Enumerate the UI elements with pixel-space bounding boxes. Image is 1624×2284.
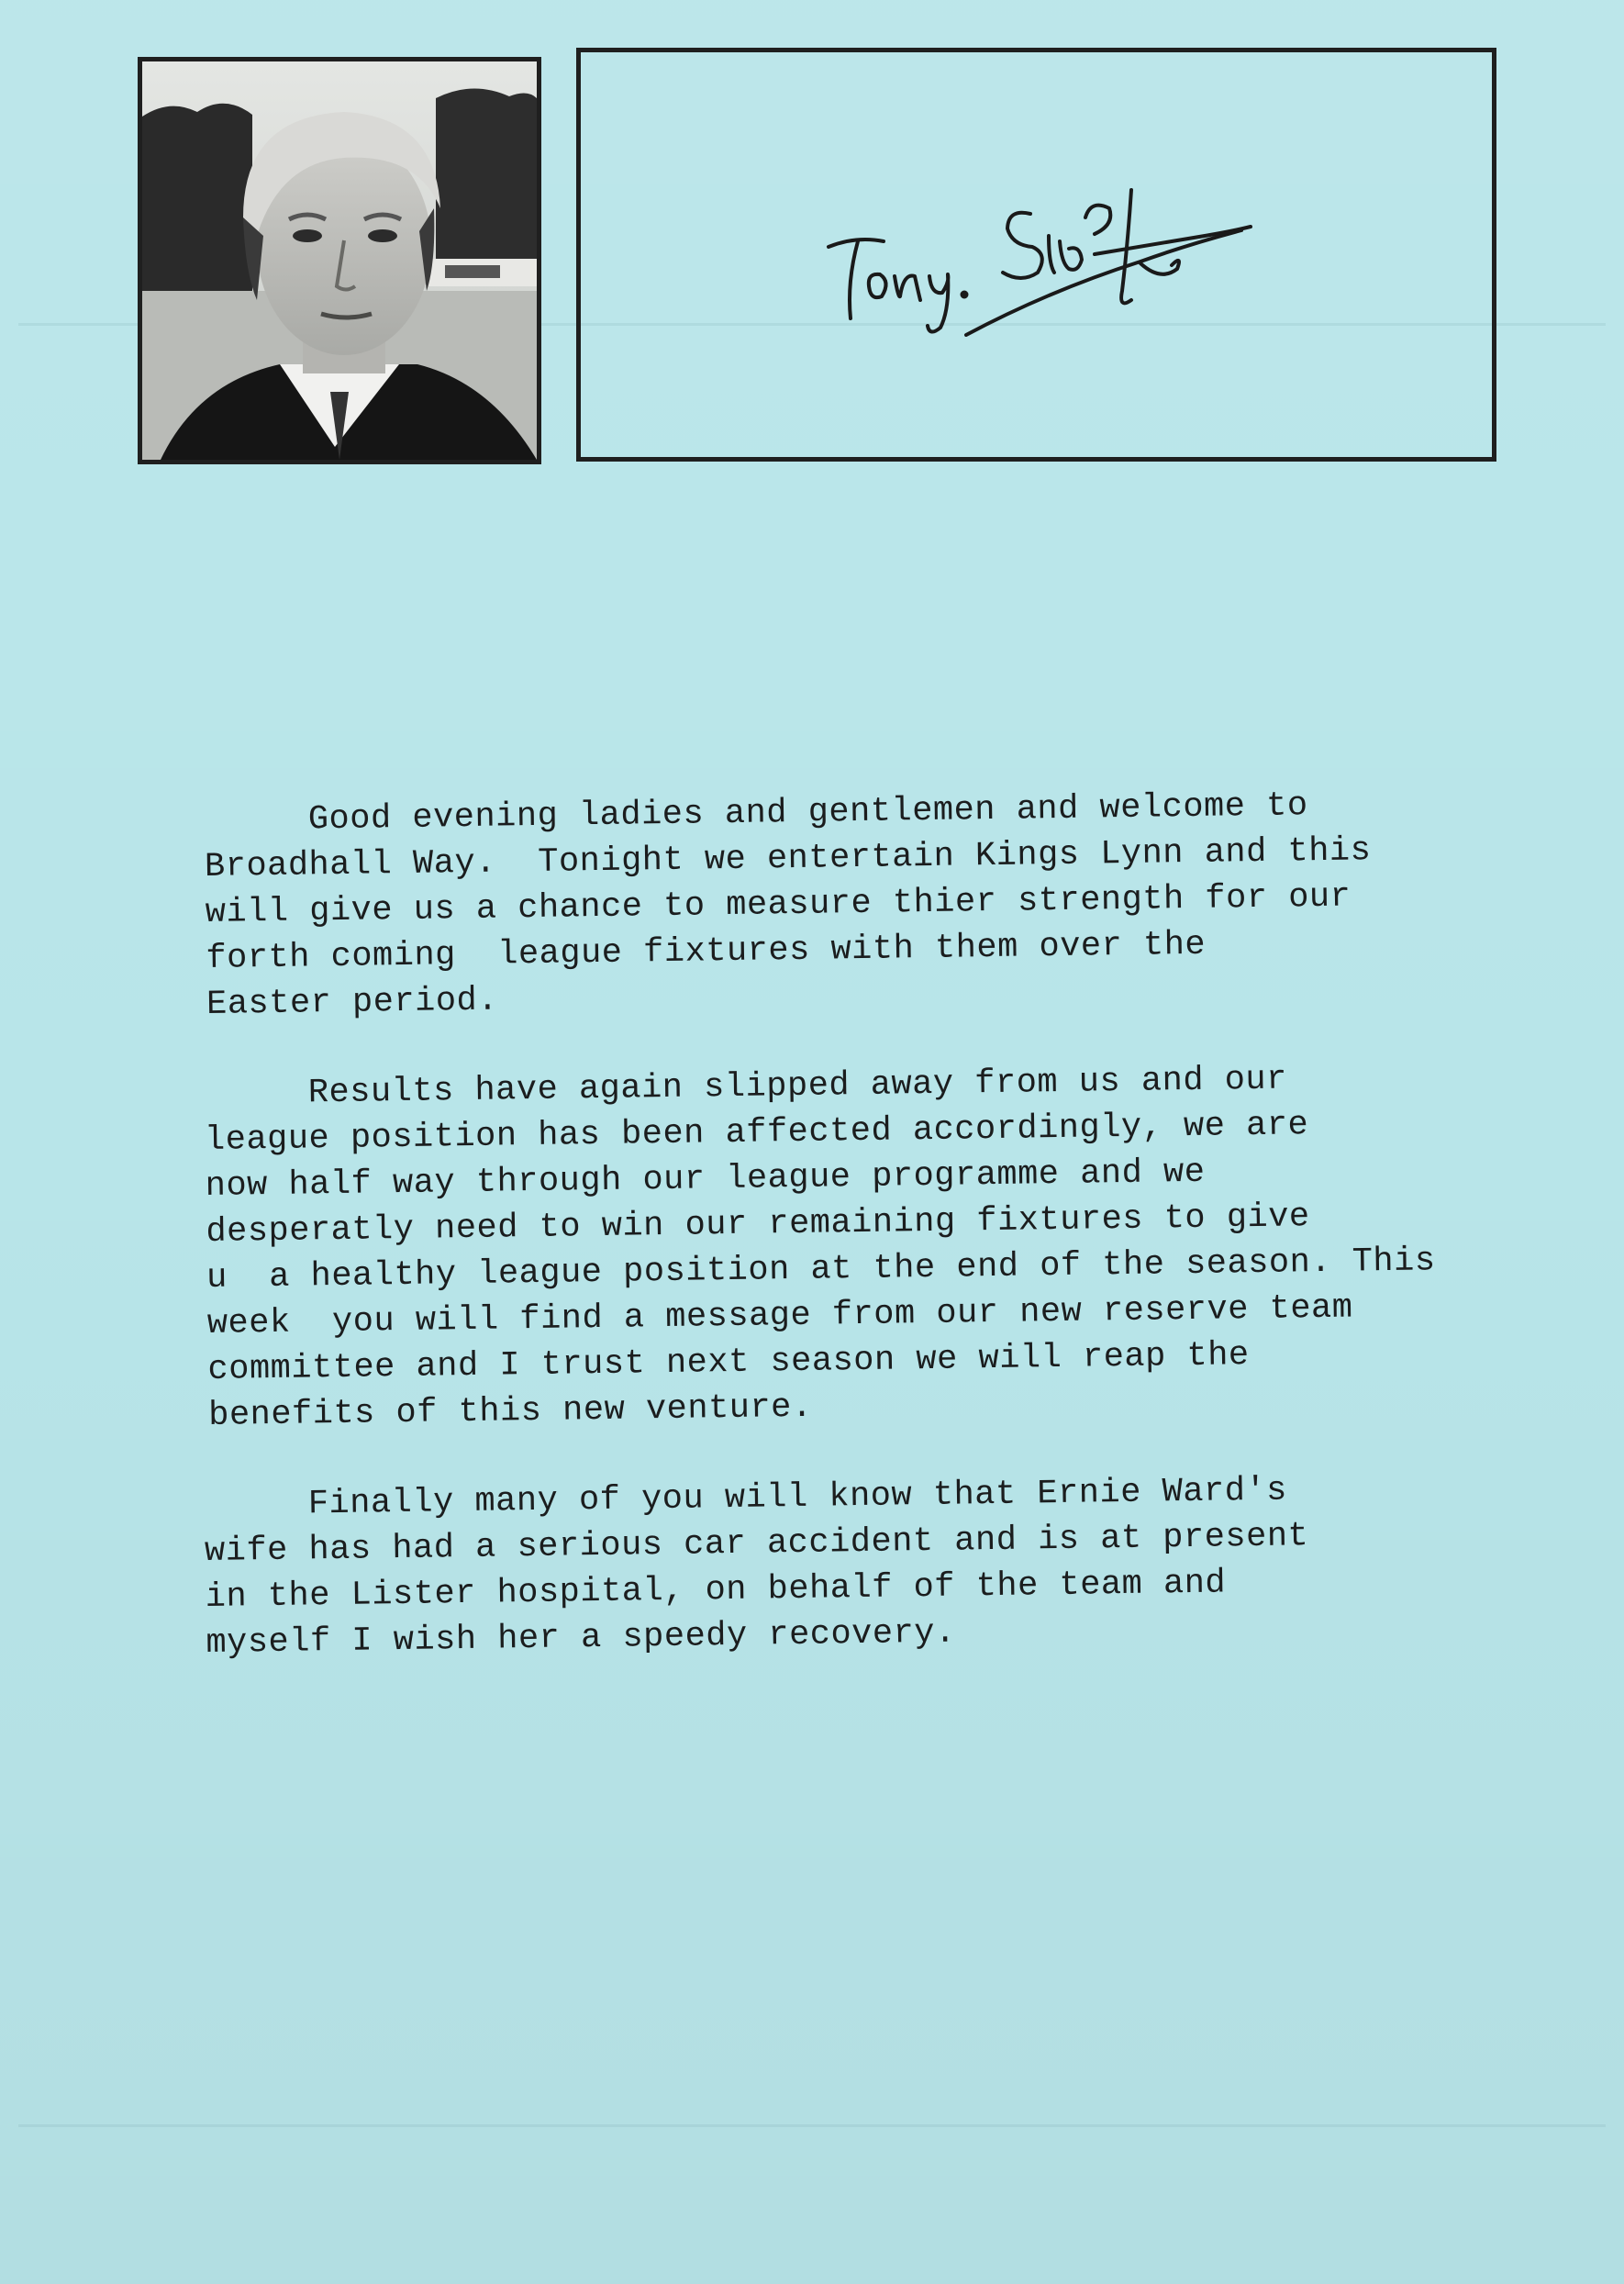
welcome-letter <box>204 786 1562 1710</box>
handwritten-signature <box>819 181 1260 337</box>
paragraph-welcome <box>204 779 1564 1028</box>
letter-line: Broadhall Way. Tonight we entertain Kings Lynn and this <box>204 831 1372 886</box>
letter-line: in the Lister hospital, on behalf of the team and <box>205 1564 1227 1617</box>
letter-line: Results have again slipped away from us and our <box>204 1060 1288 1114</box>
letter-line: week you will find a message from our new reserve team <box>206 1288 1353 1343</box>
letter-line: Good evening ladies and gentlemen and welcome to <box>204 786 1308 841</box>
letter-line: desperatly need to win our remaining fixtures to give <box>206 1198 1310 1252</box>
letter-line: forth coming league fixtures with them over the <box>206 925 1207 978</box>
letter-line: benefits of this new venture. <box>207 1387 813 1435</box>
letter-line: now half way through our league programme and we <box>205 1153 1206 1206</box>
signature-box <box>576 48 1496 462</box>
letter-line: league position has been affected accordingly, we are <box>204 1106 1309 1160</box>
letter-line: u a healthy league position at the end of the season. This <box>206 1242 1436 1298</box>
letter-line: Finally many of you will know that Ernie Ward's <box>204 1471 1288 1525</box>
letter-line: myself I wish her a speedy recovery. <box>206 1613 957 1663</box>
fold-line <box>18 2124 1606 2127</box>
letter-line: wife has had a serious car accident and is at present <box>204 1517 1309 1571</box>
manager-portrait-photo <box>138 57 541 464</box>
paragraph-results <box>204 1053 1566 1439</box>
letter-line: will give us a chance to measure thier strength for our <box>205 877 1351 932</box>
letter-line: Easter period. <box>206 981 499 1024</box>
letter-line: committee and I trust next season we will reap the <box>207 1336 1250 1389</box>
paragraph-finally <box>204 1464 1564 1666</box>
portrait-photo-icon <box>142 61 537 460</box>
